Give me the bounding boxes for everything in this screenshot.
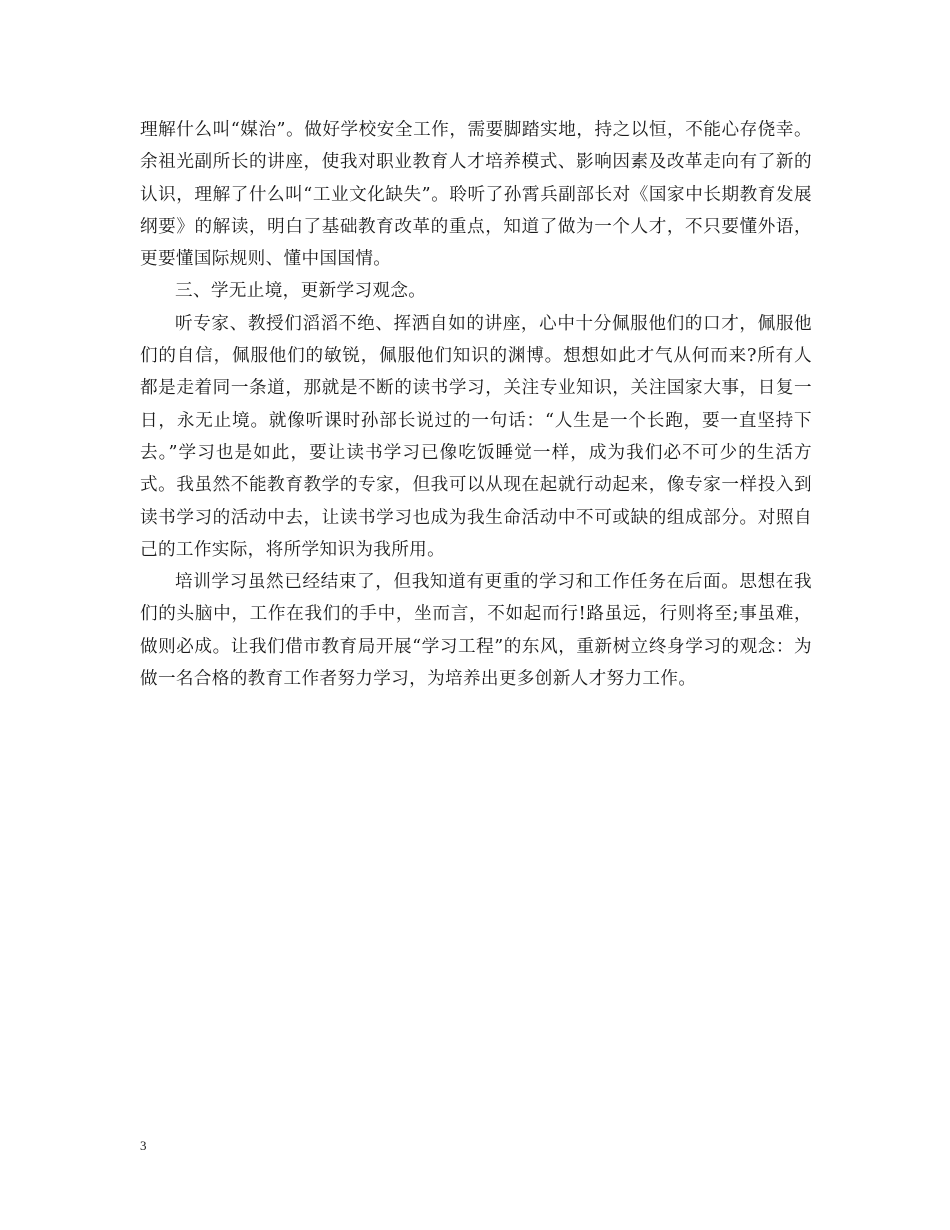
paragraph-conclusion: 培训学习虽然已经结束了，但我知道有更重的学习和工作任务在后面。思想在我们的头脑中，工作在我们的手中，坐而言，不如起而行!路虽远，行则将至;事虽难，做则必成。让我们借市教育局开展“学习工程”的东风，重新树立终身学习的观念：为做一名合格的教育工作者努力学习，为培养出更多创新人才努力工作。 [140, 572, 812, 690]
document-body [140, 114, 812, 695]
section-heading: 三、学无止境，更新学习观念。 [175, 281, 427, 302]
page-number: 3 [140, 1138, 147, 1153]
paragraph-continuation: 理解什么叫“媒治”。做好学校安全工作，需要脚踏实地，持之以恒，不能心存侥幸。余祖光副所长的讲座，使我对职业教育人才培养模式、影响因素及改革走向有了新的认识，理解了什么叫“工业文化缺失”。聆听了孙霄兵副部长对《国家中长期教育发展纲要》的解读，明白了基础教育改革的重点，知道了做为一个人才，不只要懂外语，更要懂国际规则、懂中国国情。 [140, 120, 812, 270]
paragraph-learning: 听专家、教授们滔滔不绝、挥洒自如的讲座，心中十分佩服他们的口才，佩服他们的自信，佩服他们的敏锐，佩服他们知识的渊博。想想如此才气从何而来?所有人都是走着同一条道，那就是不断的读书学习，关注专业知识，关注国家大事，日复一日，永无止境。就像听课时孙部长说过的一句话：“人生是一个长跑，要一直坚持下去。”学习也是如此，要让读书学习已像吃饭睡觉一样，成为我们必不可少的生活方式。我虽然不能教育教学的专家，但我可以从现在起就行动起来，像专家一样投入到读书学习的活动中去，让读书学习也成为我生命活动中不可或缺的组成部分。对照自己的工作实际，将所学知识为我所用。 [140, 313, 812, 560]
